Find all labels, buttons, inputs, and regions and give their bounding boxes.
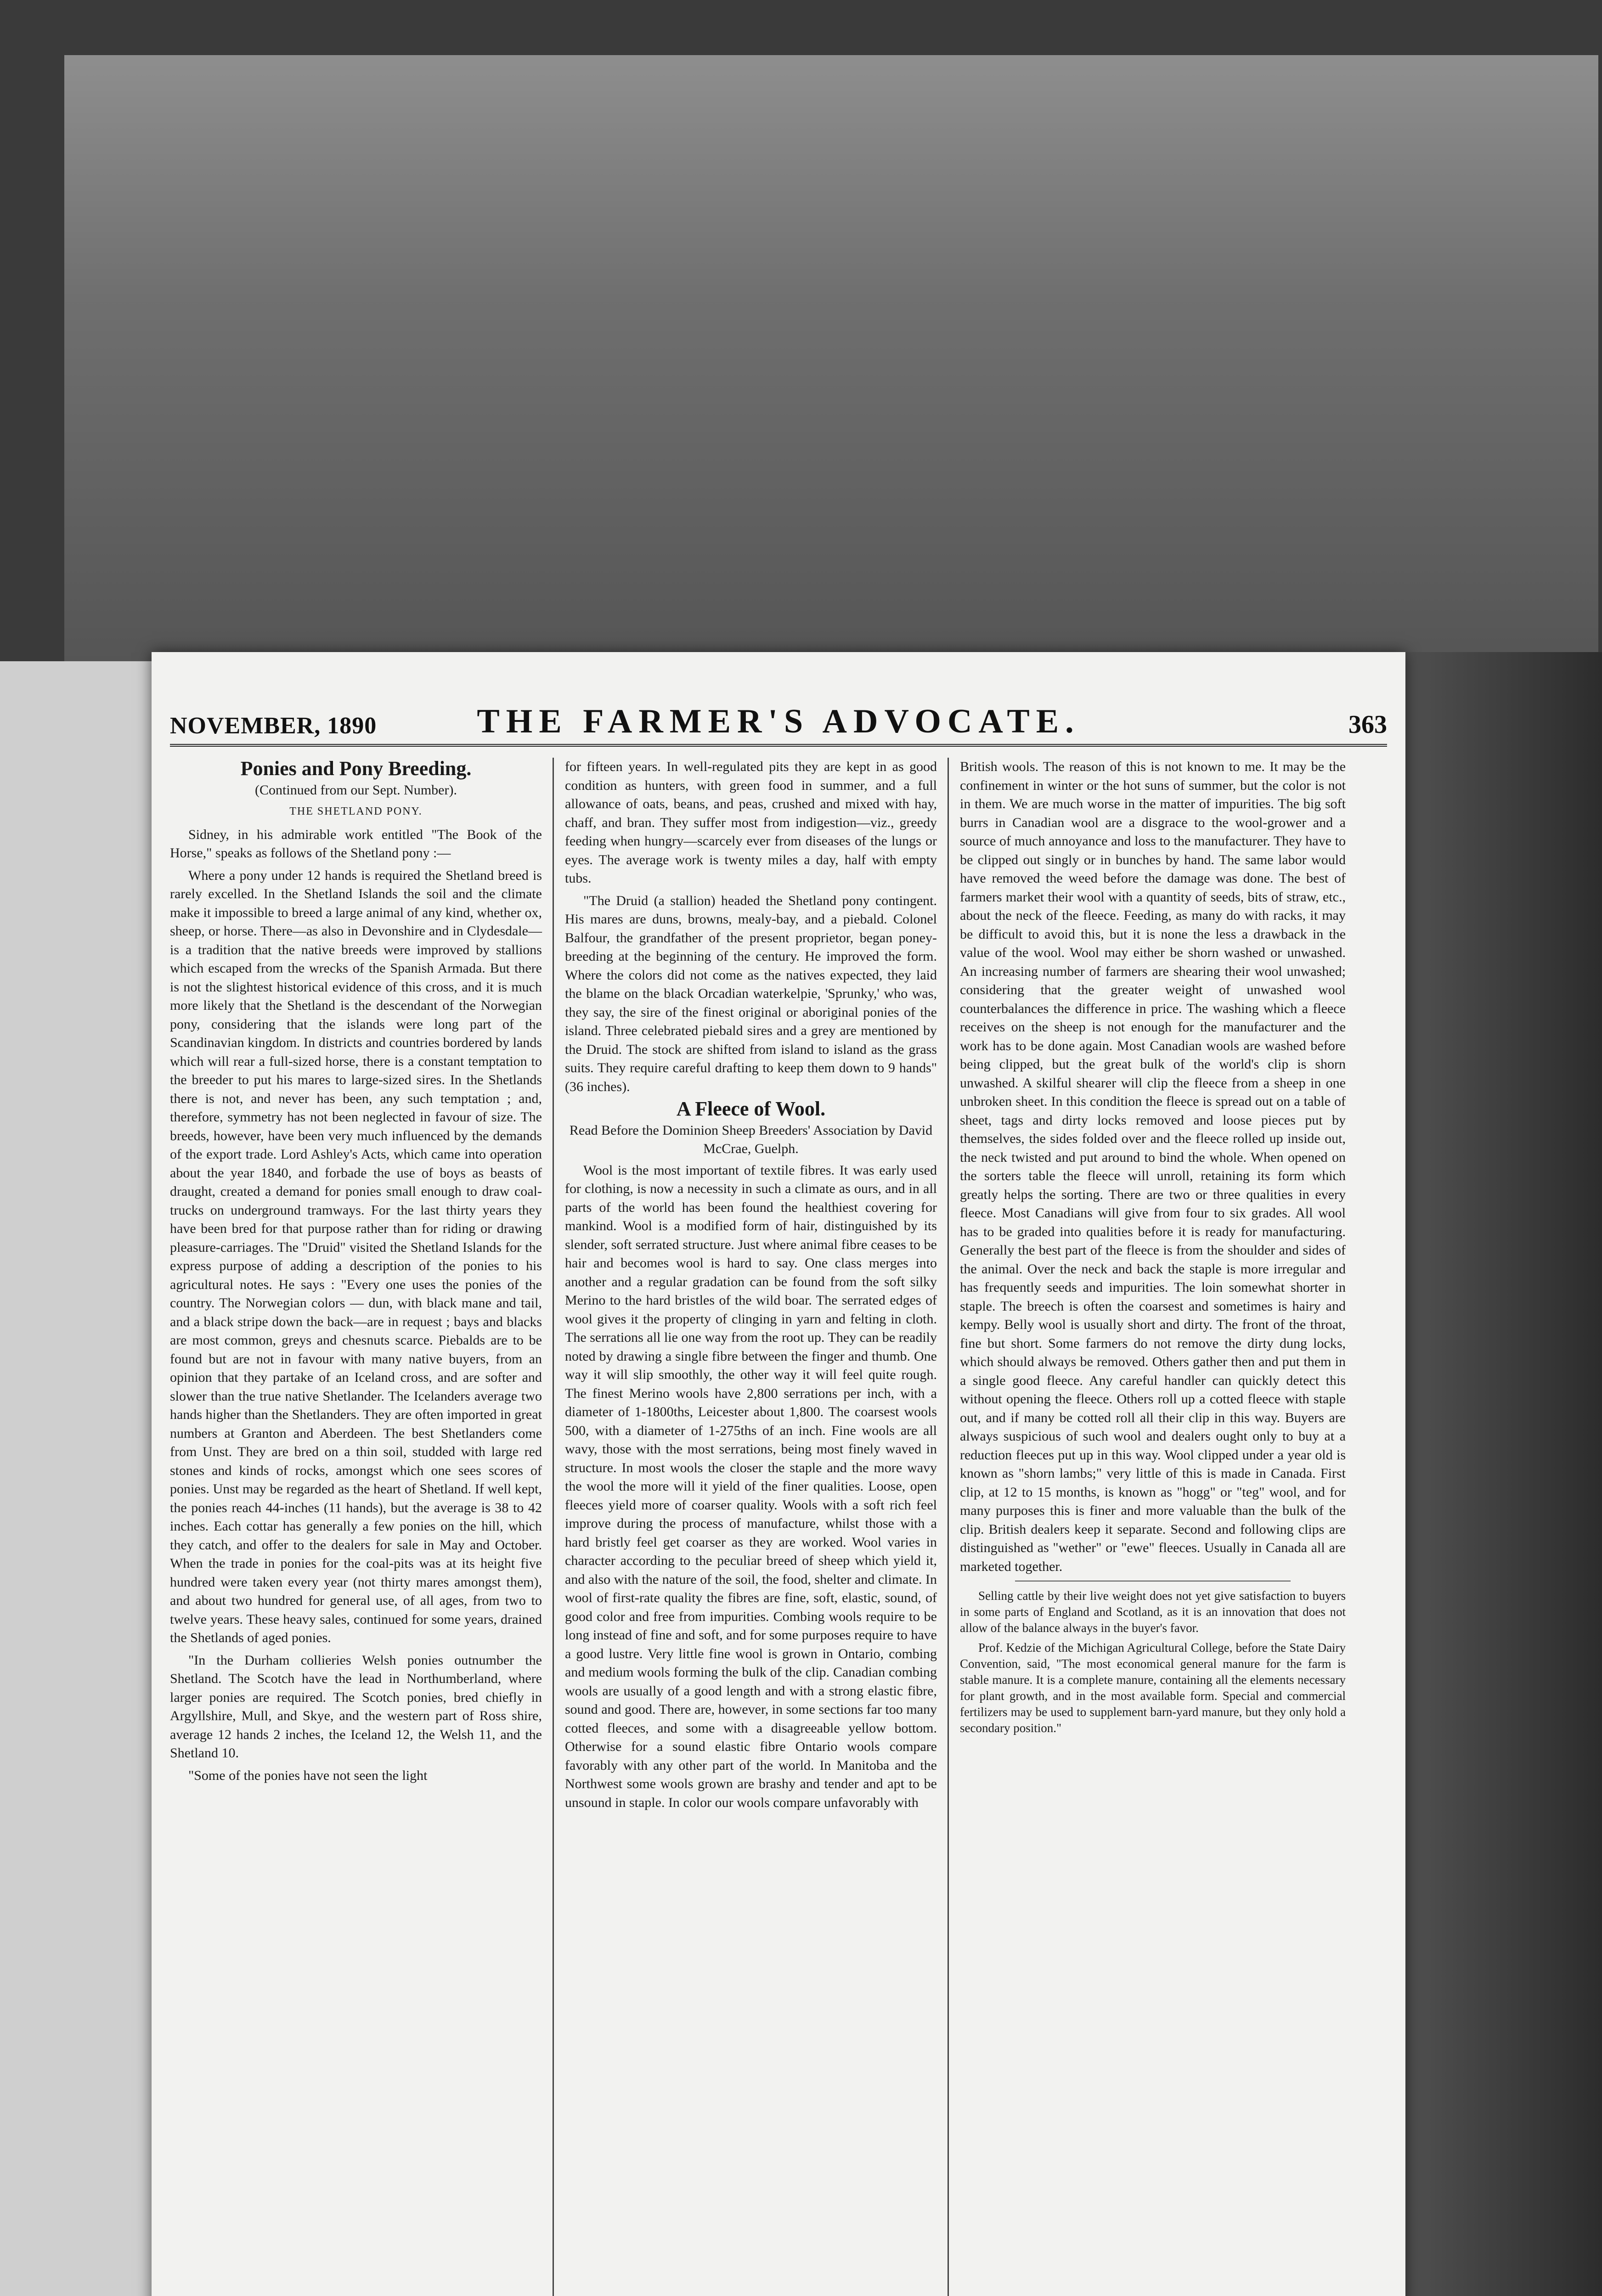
section-heading: THE SHETLAND PONY. bbox=[289, 805, 423, 817]
paragraph: "The Druid (a stallion) headed the Shetland pony contingent. His mares are duns, browns, mealy-bay, and a piebald. Colonel Balfour, the grandfather of the present proprietor, began poney-breeding at the beginning of the century. He improved the form. Where the colors did not come as the natives expected, they laid the blame on the black Orcadian waterkelpie, 'Sprunky,' who was, they say, the sire of the finest original or aboriginal ponies of the island. Three celebrated piebald sires and a grey are mentioned by the Druid. The stock are shifted from island to island as the grass suits. They require careful drafting to keep them down to 9 hands" (36 inches). bbox=[565, 893, 937, 1094]
page-number: 363 bbox=[1348, 710, 1387, 739]
paragraph: Where a pony under 12 hands is required the Shetland breed is rarely excelled. In the Shetland Islands the soil and the climate make it impossible to breed a large animal of any kind, whether ox, sheep, or horse. There—as also in Devonshire and in Clydesdale—is a tradition that the native breeds were improved by stallions which escaped from the wrecks of the Spanish Armada. But there is not the slightest historical evidence of this cross, and it is much more likely that the Shetland is the descendant of the Norwegian pony, considering that the islands were long part of the Scandinavian kingdom. In districts and countries bordered by lands which will rear a full-sized horse, there is a constant temptation to the breeder to put his mares to large-sized sires. In the Shetlands there is not, and never has been, any such temptation ; and, therefore, symmetry has not been neglected in favour of size. The breeds, however, have been very much influenced by the demands of the export trade. Lord Ashley's Acts, which came into operation about the year 1840, and forbade the use of boys as beasts of draught, created a demand for ponies small enough to draw coal-trucks on underground tramways. For the last thirty years they have been bred for that purpose rather than for riding or drawing pleasure-carriages. The "Druid" visited the Shetland Islands for the express purpose of adding a description of the ponies to his agricultural notes. He says : "Every one uses the ponies of the country. The Norwegian colors — dun, with black mane and tail, and a black stripe down the back—are in request ; bays and blacks are most common, greys and chesnuts scarce. Piebalds are to be found but are not in favour with many native buyers, from an opinion that they partake of an Iceland cross, and are softer and slower than the true native Shetlander. The Icelanders average two hands higher than the Shetlanders. They are often imported in great numbers at Granton and Aberdeen. The best Shetlanders come from Unst. They are bred on a thin soil, studded with large red stones and kinds of rocks, amongst which one sees scores of ponies. Unst may be regarded as the heart of Shetland. If well kept, the ponies reach 44-inches (11 hands), but the average is 38 to 42 inches. Each cottar has generally a few ponies on the hill, which they catch, and offer to the dealers for sale in May and October. When the trade in ponies for the coal-pits was at its height five hundred were taken every year (not thirty mares amongst them), and about two hundred for general use, of all ages, from two to twelve years. These heavy sales, continued for some years, drained the Shetlands of aged ponies. bbox=[170, 867, 542, 1645]
article-subtitle: Read Before the Dominion Sheep Breeders' Association by David McCrae, Guelph. bbox=[569, 1122, 933, 1156]
article-subtitle: (Continued from our Sept. Number). bbox=[255, 782, 457, 798]
column-rule bbox=[553, 758, 554, 2296]
column-1 bbox=[170, 758, 542, 2296]
scan-background-left-page bbox=[0, 661, 152, 2296]
newspaper-page bbox=[152, 652, 1405, 2296]
issue-date: NOVEMBER, 1890 bbox=[170, 713, 377, 739]
paragraph: Wool is the most important of textile fibres. It was early used for clothing, is now a necessity in such a climate as ours, and in all parts of the world has been found the healthiest covering for mankind. Wool is a modified form of hair, distinguished by its slender, soft serrated structure. Just where animal fibre ceases to be hair and becomes wool is hard to say. One class merges into another and a regular gradation can be found from the soft silky Merino to the hard bristles of the wild boar. The serrated edges of wool gives it the property of clinging in yarn and felting in cloth. The serrations all lie one way from the root up. They can be readily noted by drawing a single fibre between the finger and thumb. One way it will slip smoothly, the other way it will feel quite rough. The finest Merino wools have 2,800 serrations per inch, with a diameter of 1-1800ths, Leicester about 1,800. The coarsest wools 500, with a diameter of 1-275ths of an inch. Fine wools are all wavy, those with the most serrations, being most finely waved in structure. In most wools the closer the staple and the more wavy the wool the more will it yield of the finer qualities. Loose, open fleeces yield more of coarser quality. Wools with a soft rich feel improve during the process of manufacture, whilst those with a hard bristly feel get coarser as they are worked. Wool varies in character according to the peculiar breed of sheep which yield it, and also with the nature of the soil, the food, shelter and climate. In wool of first-rate quality the fibres are fine, soft, elastic, sound, of good color and free from impurities. Combing wools require to be long instead of fine and soft, and for some purposes require to have a good lustre. Very little fine wool is grown in Ontario, combing and medium wools forming the bulk of the clip. Canadian combing wools are usually of a good length and with a strong elastic fibre, sound and good. There are, however, in some sections far too many cotted fleeces, and some with a disagreeable yellow bottom. Otherwise for a sound elastic fibre Ontario wools compare favorably with any other part of the world. In Manitoba and the Northwest some wools grown are brashy and tender and apt to be unsound in staple. In color our wools compare unfavorably with bbox=[565, 1162, 937, 1810]
column-3 bbox=[960, 758, 1346, 2296]
masthead-title: THE FARMER'S ADVOCATE. bbox=[477, 703, 1080, 740]
paragraph: British wools. The reason of this is not known to me. It may be the confinement in winter or the hot suns of summer, but the color is not in them. We are much worse in the matter of impurities. The big soft burrs in Canadian wool are a disgrace to the wool-grower and a source of much annoyance and loss to the manufacturer. They have to be clipped out singly or in bunches by hand. The same labor would have removed the weed before the damage was done. The best of farmers market their wool with a quantity of seeds, bits of straw, etc., about the neck of the fleece. Feeding, as many do with racks, it may be difficult to avoid this, but it is none the less a drawback in the value of the wool. Wool may either be shorn washed or unwashed. An increasing number of farmers are shearing their wool unwashed; considering that the greater weight of unwashed wool counterbalances the difference in price. The washing which a fleece receives on the sheep is not enough for the manufacturer and the work has to be done again. Most Canadian wools are washed before being clipped, but the great bulk of the world's clip is shorn unwashed. A skilful shearer will clip the fleece from a sheep in one unbroken sheet. In this condition the fleece is spread out on a table of sheet, tags and dirty locks removed and loose pieces put by themselves, the sides folded over and the fleece rolled up inside out, the neck twisted and put around to bind the whole. When opened on the sorters table the fleece will unroll, retaining its form which greatly helps the sorting. There are two or three qualities in every fleece. Most Canadians will give from four to six grades. All wool has to be graded into qualities before it is ready for manufacturing. Generally the best part of the fleece is from the shoulder and sides of the animal. Over the neck and back the staple is more irregular and has frequently seeds and impurities. The loin somewhat shorter in staple. The breech is often the coarsest and sometimes is hairy and kempy. Belly wool is usually short and dirty. The front of the throat, fine but short. Some farmers do not remove the dirty dung locks, which should always be removed. Others gather then and put them in a single good fleece. Any careful handler can quickly detect this without opening the fleece. Others roll up a cotted fleece with staple out, and if many be cotted roll all their clip in this way. Buyers are always suspicious of such wool and dealers ought only to buy at a reduction fleeces put up in this way. Wool clipped under a year old is known as "shorn lambs;" very little of this is made in Canada. First clip, at 12 to 15 months, is known as "hogg" or "teg" wool, and for many purposes this is finer and more valuable than the bulk of the clip. British dealers keep it separate. Second and following clips are distinguished as "wether" or "ewe" fleeces. Usually in Canada all are marketed together. bbox=[960, 759, 1346, 1574]
paragraph: for fifteen years. In well-regulated pits they are kept in as good condition as hunters, with green food in summer, and a full allowance of oats, beans, and peas, crushed and mixed with hay, chaff, and bran. They suffer most from indigestion—viz., greedy feeding when hungry—scarcely ever from diseases of the lungs or eyes. The average work is twenty miles a day, half with empty tubs. bbox=[565, 759, 937, 886]
paragraph: Sidney, in his admirable work entitled "The Book of the Horse," speaks as follows of the Shetland pony :— bbox=[170, 827, 542, 861]
column-rule bbox=[948, 758, 949, 2296]
news-note: Prof. Kedzie of the Michigan Agricultural College, before the State Dairy Convention, said, "The most economical general manure for the farm is stable manure. It is a complete manure, containing all the elements necessary for plant growth, and in the most available form. Special and commercial fertilizers may be used to supplement barn-yard manure, but they only hold a secondary position." bbox=[960, 1641, 1346, 1735]
page-header bbox=[170, 698, 1387, 747]
paragraph: "In the Durham collieries Welsh ponies outnumber the Shetland. The Scotch have the lead in Northumberland, where larger ponies are required. The Scotch ponies, bred chiefly in Argyllshire, Mull, and Skye, and the western part of Ross shire, average 12 hands 2 inches, the Iceland 12, the Welsh 11, and the Shetland 10. bbox=[170, 1652, 542, 1761]
article-title: A Fleece of Wool. bbox=[676, 1097, 826, 1120]
scan-background-right bbox=[1405, 652, 1602, 2296]
paragraph: "Some of the ponies have not seen the light bbox=[188, 1767, 428, 1783]
article-title: Ponies and Pony Breeding. bbox=[240, 757, 472, 780]
column-2 bbox=[565, 758, 937, 2296]
scan-background-top bbox=[64, 55, 1598, 661]
news-note: Selling cattle by their live weight does not yet give satisfaction to buyers in some parts of England and Scotland, as it is an innovation that does not allow of the balance always in the buyer's favor. bbox=[960, 1589, 1346, 1635]
